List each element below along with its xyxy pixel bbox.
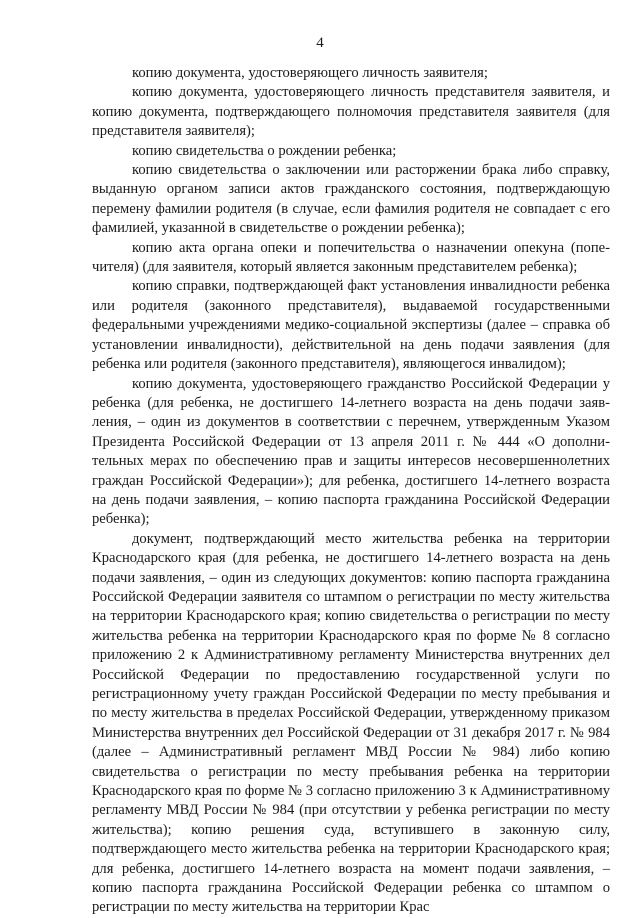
paragraph-guardianship-act: копию акта органа опеки и попечительства о назначении опекуна (попечителя) (для заявителя, который является законным представителем ребенка);: [92, 239, 610, 276]
document-body: [92, 64, 610, 918]
paragraph-residence-doc: документ, подтверждающий место жительства ребенка на территории Краснодарского края (для ребенка, не достигшего 14-летнего возраста на день подачи заявления, – один из следующих документов: копию паспорта гражданина Российской Федерации заявителя со штампом о регистрации по месту жительства на территории Краснодарского края; копию свидетельства о регистрации по месту жительства ребенка на территории Краснодарского края по форме № 8 согласно приложению 2 к Административному регламенту Министерства внутренних дел Российской Федерации по предоставлению государственной услуги по регистрационному учету граждан Российской Федерации по месту пребывания и по месту жительства в пределах Российской Федерации, утвержденному приказом Министерства внутренних дел Российской Федерации от 31 декабря 2017 г. № 984 (далее – Административный регламент МВД России № 984) либо копию свидетельства о регистрации по месту пребывания ребенка на территории Краснодарского края по форме № 3 согласно приложению 3 к Административному регламенту МВД России № 984 (при отсутствии у ребенка регистрации по месту жительства); копию решения суда, вступившего в законную силу, подтверждающего место жительства ребенка на территории Краснодарского края; для ребенка, достигшего 14-летнего возраста на момент подачи заявления, – копию паспорта гражданина Российской Федерации ребенка со штампом о регистрации по месту жительства на территории Крас: [92, 530, 610, 916]
paragraph-disability-certificate: копию справки, подтверждающей факт установления инвалидности ребенка или родителя (законного представителя), выдаваемой государственными федеральными учреждениями медико-социальной экспертизы (далее – справка об установлении инвалидности), действительной на день подачи заявления (для ребенка или родителя (законного представителя), являющегося инвалидом);: [92, 278, 610, 373]
paragraph-birth-certificate: копию свидетельства о рождении ребенка;: [132, 142, 397, 159]
paragraph-representative-doc: копию документа, удостоверяющего личность представителя заявителя, и копию документа, подтверждающего полномочия представителя заявителя (для представителя заявителя);: [92, 84, 610, 140]
paragraph-marriage-certificate: копию свидетельства о заключении или расторжении брака либо справку, выданную органом записи актов гражданского состояния, подтверждающую перемену фамилии родителя (в случае, если фамилия родителя не совпадает с его фамилией, указанной в свидетельстве о рождении ребенка);: [92, 162, 610, 237]
paragraph-citizenship-doc: копию документа, удостоверяющего гражданство Российской Федерации у ребенка (для ребенка, не достигшего 14-летнего возраста на день подачи заявления, – один из документов в соответствии с перечнем, утвержденным Указом Президента Российской Федерации от 13 апреля 2011 г. № 444 «О дополнительных мерах по обеспечению прав и защиты интересов несовершеннолетних граждан Российской Федерации»); для ребенка, достигшего 14-летнего возраста на день подачи заявления, – копию паспорта гражданина Российской Федерации ребенка);: [92, 375, 610, 528]
paragraph-identity-doc: копию документа, удостоверяющего личность заявителя;: [132, 65, 488, 81]
page-number: 4: [316, 35, 324, 51]
